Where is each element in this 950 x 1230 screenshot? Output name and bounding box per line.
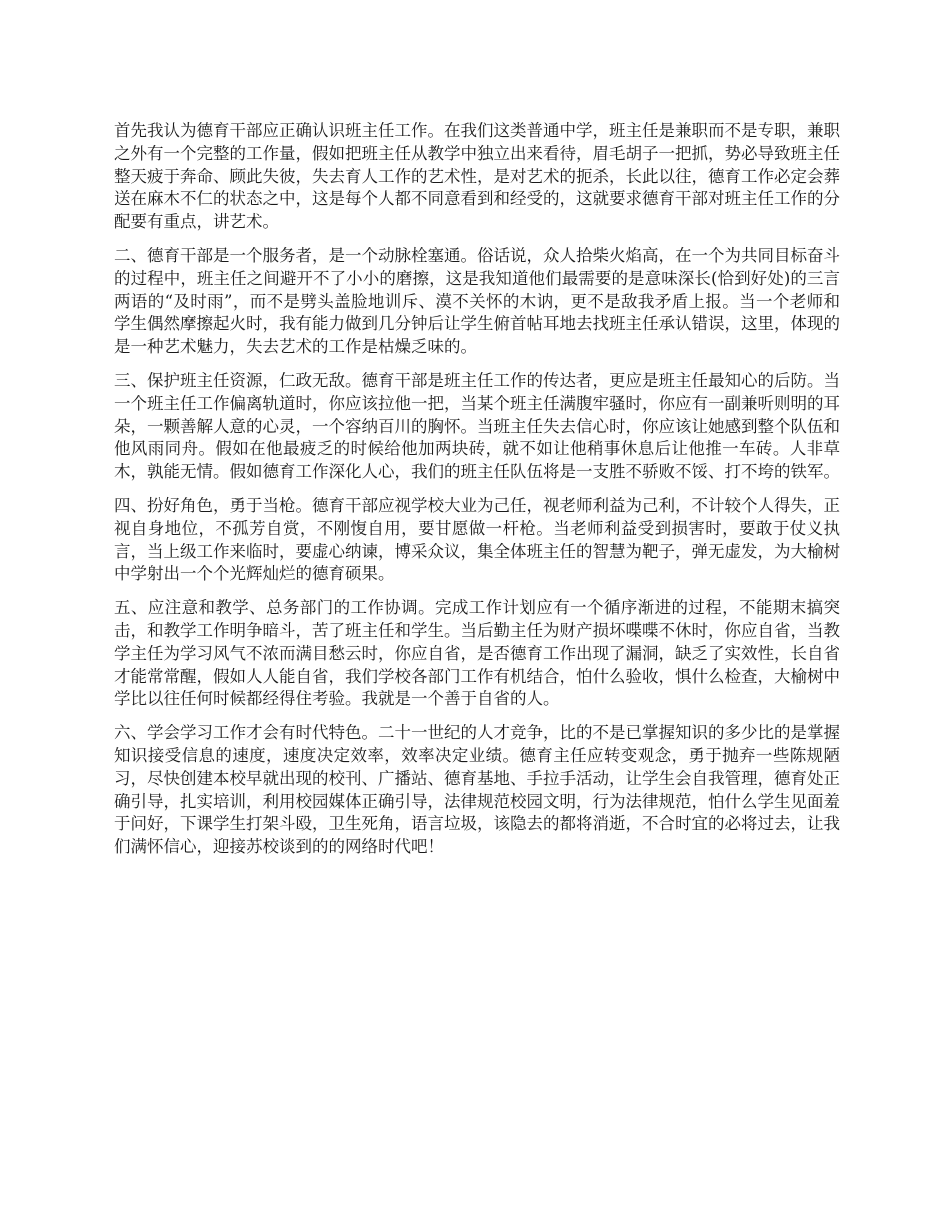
document-body <box>114 120 840 870</box>
paragraph-2: 二、德育干部是一个服务者，是一个动脉栓塞通。俗话说，众人拾柴火焰高，在一个为共同目标奋斗的过程中，班主任之间避开不了小小的磨擦，这是我知道他们最需要的是意味深长(恰到好处)的三言两语的“及时雨”，而不是劈头盖脸地训斥、漠不关怀的木讷，更不是敌我矛盾上报。当一个老师和学生偶然摩擦起火时，我有能力做到几分钟后让学生俯首帖耳地去找班主任承认错误，这里，体现的是一种艺术魅力，失去艺术的工作是枯燥乏味的。 <box>114 245 840 357</box>
paragraph-6: 六、学会学习工作才会有时代特色。二十一世纪的人才竞争，比的不是已掌握知识的多少比的是掌握知识接受信息的速度，速度决定效率，效率决定业绩。德育主任应转变观念，勇于抛弃一些陈规陋习，尽快创建本校早就出现的校刊、广播站、德育基地、手拉手活动，让学生会自我管理，德育处正确引导，扎实培训，利用校园媒体正确引导，法律规范校园文明，行为法律规范，怕什么学生见面羞于问好，下课学生打架斗殴，卫生死角，语言垃圾，该隐去的都将消逝，不合时宜的必将过去，让我们满怀信心，迎接苏校谈到的的网络时代吧！ <box>114 723 840 857</box>
paragraph-3: 三、保护班主任资源，仁政无敌。德育干部是班主任工作的传达者，更应是班主任最知心的后防。当一个班主任工作偏离轨道时，你应该拉他一把，当某个班主任满腹牢骚时，你应有一副兼听则明的耳朵，一颗善解人意的心灵，一个容纳百川的胸怀。当班主任失去信心时，你应该让她感到整个队伍和他风雨同舟。假如在他最疲乏的时候给他加两块砖，就不如让他稍事休息后让他推一车砖。人非草木，孰能无情。假如德育工作深化人心，我们的班主任队伍将是一支胜不骄败不馁、打不垮的铁军。 <box>114 370 840 482</box>
paragraph-4: 四、扮好角色，勇于当枪。德育干部应视学校大业为己任，视老师利益为己利，不计较个人得失，正视自身地位，不孤芳自赏，不刚愎自用，要甘愿做一杆枪。当老师利益受到损害时，要敢于仗义执言，当上级工作来临时，要虚心纳谏，博采众议，集全体班主任的智慧为靶子，弹无虚发，为大榆树中学射出一个个光辉灿烂的德育硕果。 <box>114 495 840 584</box>
paragraph-intro: 首先我认为德育干部应正确认识班主任工作。在我们这类普通中学，班主任是兼职而不是专职，兼职之外有一个完整的工作量，假如把班主任从教学中独立出来看待，眉毛胡子一把抓，势必导致班主任整天疲于奔命、顾此失彼，失去育人工作的艺术性，是对艺术的扼杀，长此以往，德育工作必定会葬送在麻木不仁的状态之中，这是每个人都不同意看到和经受的，这就要求德育干部对班主任工作的分配要有重点，讲艺术。 <box>114 121 840 232</box>
paragraph-5: 五、应注意和教学、总务部门的工作协调。完成工作计划应有一个循序渐进的过程，不能期末搞突击，和教学工作明争暗斗，苦了班主任和学生。当后勤主任为财产损坏喋喋不休时，你应自省，当教学主任为学习风气不浓而满目愁云时，你应自省，是否德育工作出现了漏洞，缺乏了实效性，长自省才能常常醒，假如人人能自省，我们学校各部门工作有机结合，怕什么验收，惧什么检查，大榆树中学比以往任何时候都经得住考验。我就是一个善于自省的人。 <box>114 598 840 709</box>
